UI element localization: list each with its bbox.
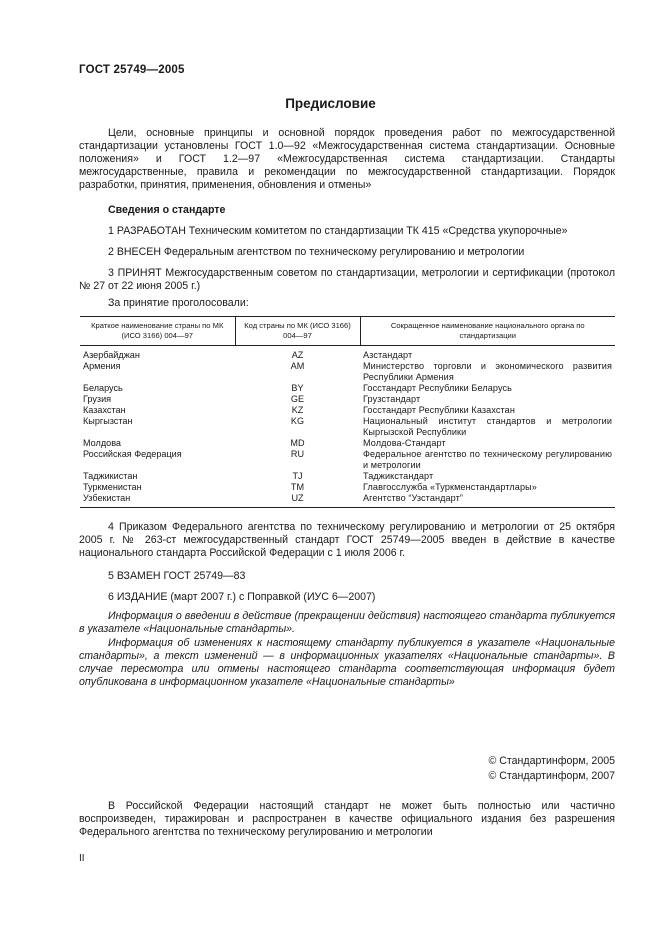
cell-code: MD	[290, 438, 305, 448]
cell-code: TJ	[292, 471, 303, 481]
cell-country: Таджикистан	[83, 471, 138, 481]
cell-code: KG	[290, 416, 305, 426]
table-row	[80, 482, 615, 493]
table-row	[80, 449, 615, 471]
cell-country: Казахстан	[83, 405, 126, 415]
item-replaces: 5 ВЗАМЕН ГОСТ 25749—83	[108, 570, 246, 582]
cell-country: Кыргызстан	[83, 416, 133, 426]
cell-country: Армения	[83, 361, 121, 371]
table-header-row	[80, 317, 615, 346]
table-row	[80, 346, 615, 362]
cell-body: Национальный институт стандартов и метрологии Кыргызской Республики	[363, 416, 612, 437]
intro-paragraph: Цели, основные принципы и основной порядок проведения работ по межгосударственной стандартизации установлены ГОСТ 1.0—92 «Межгосударственная система стандартизации. Основные положения» и ГОСТ 1.2—97 «Межгосударственная система стандартизации. Стандарты межгосударственные, правила и рекомендации по межгосударственной стандартизации. Порядок разработки, принятия, применения, обновления и отмены»	[79, 127, 615, 191]
cell-country: Узбекистан	[80, 493, 235, 508]
cell-body: Госстандарт Республики Беларусь	[363, 383, 513, 393]
cell-code: UZ	[235, 493, 360, 508]
column-header-country: Краткое наименование страны по МК (ИСО 3166) 004—97	[80, 317, 235, 346]
table-row	[80, 438, 615, 449]
cell-country: Молдова	[83, 438, 121, 448]
item-submitted: 2 ВНЕСЕН Федеральным агентством по техническому регулированию и метрологии	[108, 246, 525, 258]
cell-body: Агентство “Узстандарт”	[360, 493, 615, 508]
cell-code: BY	[291, 383, 304, 393]
column-header-body: Сокращенное наименование национального органа по стандартизации	[360, 317, 615, 346]
table-row	[80, 405, 615, 416]
cell-country: Беларусь	[83, 383, 123, 393]
item-edition: 6 ИЗДАНИЕ (март 2007 г.) с Поправкой (ИУС 6—2007)	[108, 591, 376, 603]
cell-body: Министерство торговли и экономического развития Республики Армения	[363, 361, 612, 382]
cell-country: Грузия	[83, 394, 112, 404]
cell-country: Азербайджан	[83, 350, 140, 360]
cell-code: AZ	[291, 350, 304, 360]
cell-body: Главгосслужба «Туркменстандартлары»	[363, 482, 537, 492]
notice-changes: Информация об изменениях к настоящему стандарту публикуется в указателе «Национальные стандарты», а текст изменений — в информационных указателях «Национальные стандарты». В случае пересмотра или отмены настоящего стандарта соответствующая информация будет опубликована в информационном указателе «Национальные стандарты»	[79, 637, 615, 688]
column-header-code: Код страны по МК (ИСО 3166) 004—97	[235, 317, 360, 346]
cell-code: TM	[290, 482, 305, 492]
cell-body: Азстандарт	[363, 350, 413, 360]
page-title: Предисловие	[285, 96, 376, 111]
copyright-2007: © Стандартинформ, 2007	[488, 770, 615, 782]
item-adopted: 3 ПРИНЯТ Межгосударственным советом по стандартизации, метрологии и сертификации (протокол № 27 от 22 июня 2005 г.)	[79, 267, 615, 292]
reproduction-notice: В Российской Федерации настоящий стандарт не может быть полностью или частично воспроизведен, тиражирован и распространен в качестве официального издания без разрешения Федерального агентства по техническому регулированию и метрологии	[79, 800, 615, 838]
table-row	[80, 471, 615, 482]
item-enacted: 4 Приказом Федерального агентства по техническому регулированию и метрологии от 25 октября 2005 г. № 263-ст межгосударственный стандарт ГОСТ 25749—2005 введен в действие в качестве национального стандарта Российской Федерации с 1 июля 2006 г.	[79, 521, 615, 559]
table-row	[80, 416, 615, 438]
document-id: ГОСТ 25749—2005	[79, 64, 185, 76]
cell-country: Туркменистан	[83, 482, 142, 492]
info-heading: Сведения о стандарте	[108, 204, 226, 216]
table-row	[80, 394, 615, 405]
table-row	[80, 383, 615, 394]
item-developed: 1 РАЗРАБОТАН Техническим комитетом по стандартизации ТК 415 «Средства укупорочные»	[108, 225, 568, 237]
cell-code: KZ	[291, 405, 304, 415]
table-row	[80, 361, 615, 383]
cell-code: AM	[290, 361, 305, 371]
cell-body: Федеральное агентство по техническому регулированию и метрологии	[363, 449, 612, 470]
cell-body: Таджикстандарт	[363, 471, 434, 481]
voted-label: За принятие проголосовали:	[108, 297, 249, 309]
voting-table	[80, 316, 615, 508]
cell-body: Грузстандарт	[363, 394, 421, 404]
cell-country: Российская Федерация	[83, 449, 182, 459]
copyright-2005: © Стандартинформ, 2005	[488, 755, 615, 767]
page-number: II	[79, 853, 85, 864]
cell-body: Госстандарт Республики Казахстан	[363, 405, 515, 415]
cell-body: Молдова-Стандарт	[363, 438, 446, 448]
notice-introduction: Информация о введении в действие (прекращении действия) настоящего стандарта публикуется в указателе «Национальные стандарты».	[79, 610, 615, 635]
cell-code: GE	[290, 394, 305, 404]
cell-code: RU	[290, 449, 305, 459]
table-row	[80, 493, 615, 508]
